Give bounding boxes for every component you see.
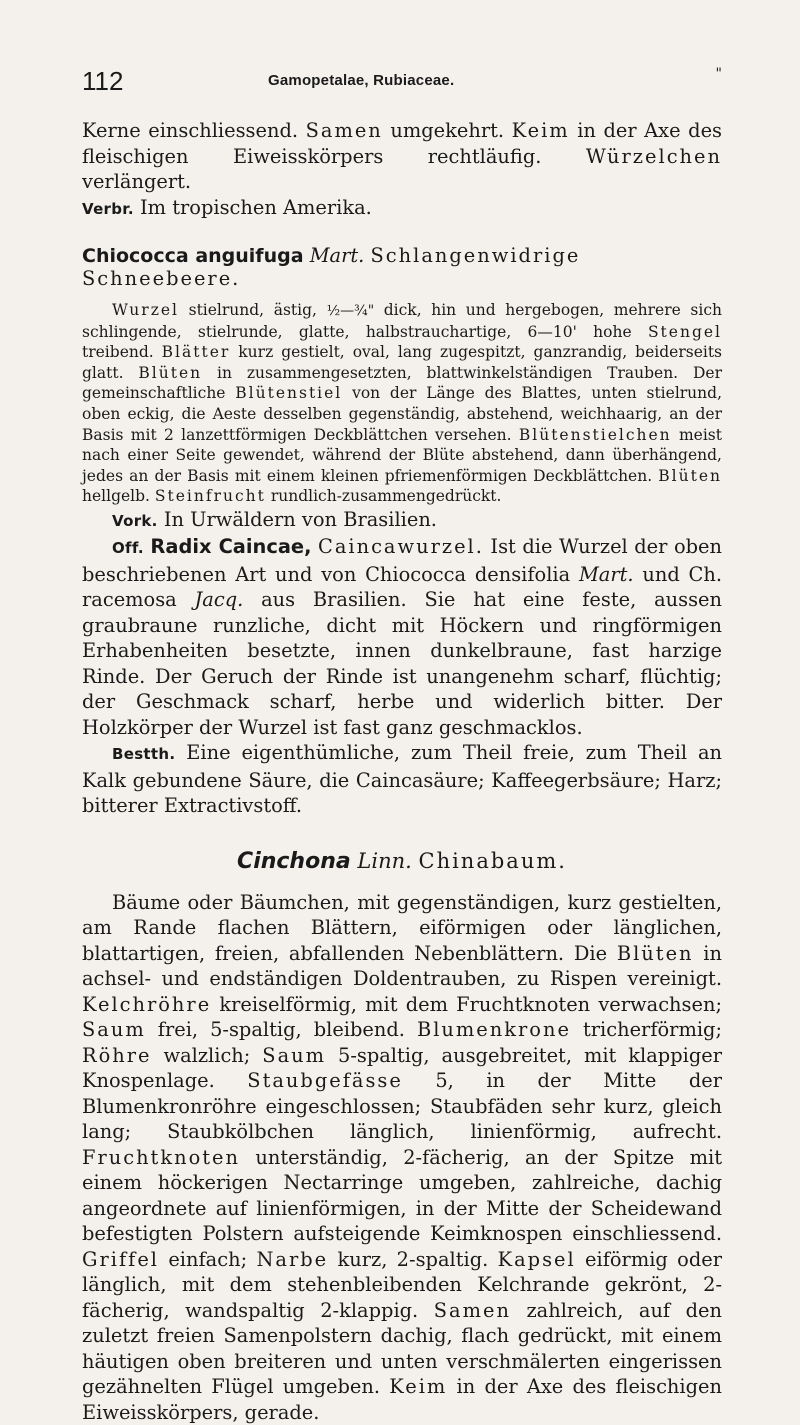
species-common-name: Schlangenwidrige Schneebeere.	[82, 244, 581, 290]
occurrence-paragraph: Vork. In Urwäldern von Brasilien.	[112, 507, 437, 531]
species-description: Wurzel stielrund, ästig, ½—¾" dick, hin und hergebogen, mehrere sich schlingende, stielrunde, glatte, halbstrauchartige, 6—10' hohe Stengel treibend. Blätter kurz gestielt, oval, lang zugespitzt, ganzrandig, beiderseits glatt. Blüten in zusammengesetzten, blattwinkelständigen Trauben. Der gemeinschaftliche Blütenstiel von der Länge des Blattes, unten stielrund, oben eckig, die Aeste desselben gegenständig, abstehend, weichhaarig, an der Basis mit 2 lanzettförmigen Deckblättchen versehen. Blütenstielchen meist nach einer Seite gewendet, während der Blüte abstehend, dann überhängend, jedes an der Basis mit einem kleinen pfriemenförmigen Deckblättchen. Blüten hellgelb. Steinfrucht rundlich-zusammengedrückt.	[82, 301, 723, 506]
radix-name: Radix Caincae,	[150, 535, 312, 559]
page-number: 112	[82, 66, 124, 96]
off-label: Off.	[112, 539, 144, 558]
running-title: Gamopetalae, Rubiaceae.	[268, 72, 455, 89]
page-header	[82, 66, 722, 106]
officinal-paragraph: Off. Radix Caincae, Caincawurzel. Ist die Wurzel der oben beschriebenen Art und von Chiococca densifolia Mart. und Ch. racemosa Jacq. aus Brasilien. Sie hat eine feste, aussen graubraune runzliche, dicht mit Höckern und ringförmigen Erhabenheiten besetzte, innen dunkelbraune, fast harzige Rinde. Der Geruch der Rinde ist unangenehm scharf, flüchtig; der Geschmack scharf, herbe und widerlich bitter. Der Holzkörper der Wurzel ist fast ganz geschmacklos.	[82, 535, 722, 739]
paragraph-continuation: Kerne einschliessend. Samen umgekehrt. Keim in der Axe des fleischigen Eiweisskörpers rechtläufig. Würzelchen verlängert.	[82, 119, 723, 193]
distribution-paragraph: Verbr. Im tropischen Amerika.	[82, 195, 372, 219]
species-heading	[82, 244, 722, 290]
genus-author: Linn.	[357, 848, 412, 873]
genus-description: Bäume oder Bäumchen, mit gegenständigen, kurz gestielten, am Rande flachen Blättern, eiförmigen oder länglichen, blattartigen, freien, abfallenden Nebenblättern. Die Blüten in achsel- und endständigen Doldentrauben, zu Rispen vereinigt. Kelchröhre kreiselförmig, mit dem Fruchtknoten verwachsen; Saum frei, 5-spaltig, bleibend. Blumenkrone tricherförmig; Röhre walzlich; Saum 5-spaltig, ausgebreitet, mit klappiger Knospenlage. Staubgefässe 5, in der Mitte der Blumenkronröhre eingeschlossen; Staubfäden sehr kurz, gleich lang; Staubkölbchen länglich, linienförmig, aufrecht. Fruchtknoten unterständig, 2-fächerig, an der Spitze mit einem höckerigen Nectarringe umgeben, zahlreiche, dachig angeordnete auf linienförmigen, in der Mitte der Scheidewand befestigten Polstern aufsteigende Keimknospen einschliessend. Griffel einfach; Narbe kurz, 2-spaltig. Kapsel eiförmig oder länglich, mit dem stehenbleibenden Kelchrande gekrönt, 2-fächerig, wandspaltig 2-klappig. Samen zahlreich, auf den zuletzt freien Samenpolstern dachig, flach gedrückt, mit einem häutigen oben breiteren und unten verschmälerten eingerissen gezähnelten Flügel umgeben. Keim in der Axe des fleischigen Eiweisskörpers, gerade.	[82, 890, 722, 1424]
constituents-paragraph: Bestth. Eine eigenthümliche, zum Theil freie, zum Theil an Kalk gebundene Säure, die Caincasäure; Kaffeegerbsäure; Harz; bitterer Extractivstoff.	[82, 741, 722, 818]
species-author: Mart.	[309, 244, 365, 267]
genus-heading	[82, 849, 722, 874]
species-name: Chiococca anguifuga	[82, 245, 304, 267]
bestth-label: Bestth.	[112, 745, 176, 764]
verbr-label: Verbr.	[82, 199, 134, 218]
vork-label: Vork.	[112, 511, 158, 530]
header-mark: "	[715, 66, 722, 82]
genus-common-name: Chinabaum.	[418, 848, 567, 873]
page-body	[82, 118, 722, 1425]
genus-name: Cinchona	[237, 848, 351, 874]
